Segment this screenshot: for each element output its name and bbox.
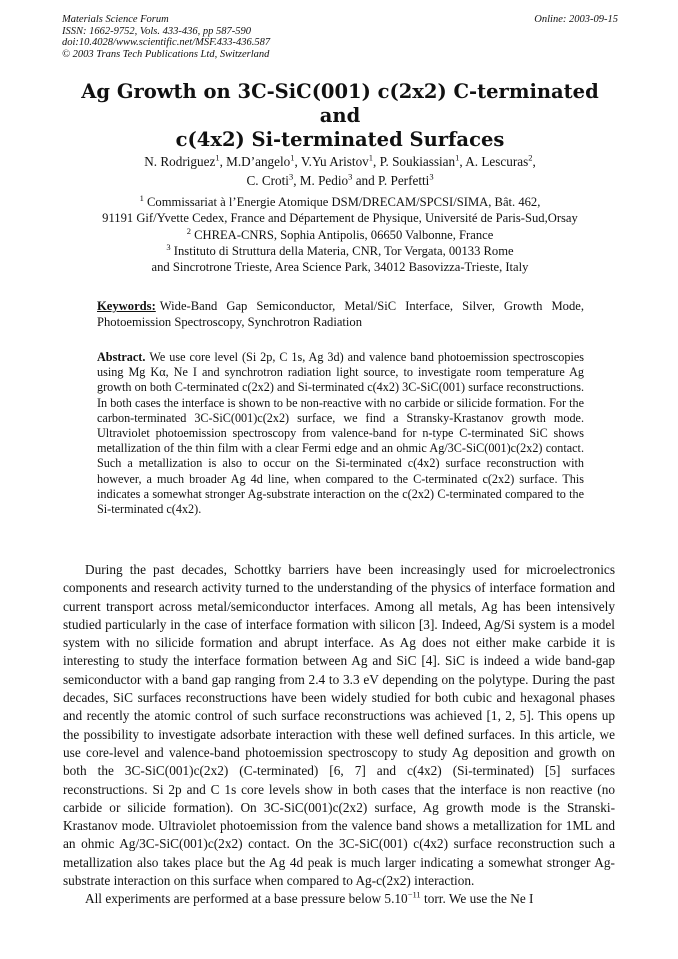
- keywords-text: Wide-Band Gap Semiconductor, Metal/SiC Interface, Silver, Growth Mode, Photoemission Spectroscopy, Synchrotron Radiation: [97, 299, 584, 329]
- author-line-2: C. Croti$^3$, M. Pedio$^3$ and P. Perfetti$^3$: [246, 171, 434, 188]
- author-affiliation-mark: 1: [368, 152, 374, 163]
- author-name: M.D’angelo: [226, 154, 291, 169]
- journal-issn: ISSN: 1662-9752, Vols. 433-436, pp 587-590: [62, 25, 251, 37]
- keywords-label: Keywords:: [97, 299, 156, 313]
- abstract-label: Abstract.: [97, 350, 146, 364]
- author-list: [60, 152, 620, 190]
- author-affiliation-mark: 3: [348, 171, 353, 182]
- affiliation-mark: 2: [186, 225, 191, 236]
- affiliation-line: $^1$ Commissariat à l’Energie Atomique DSM/DRECAM/SPCSI/SIMA, Bât. 462,: [139, 192, 541, 209]
- title-line-1: Ag Growth on 3C-SiC(001) c(2x2) C-terminated and: [81, 80, 599, 127]
- affiliations: [60, 194, 620, 275]
- author-name: A. Lescuras: [465, 154, 529, 169]
- author-name: M. Pedio: [299, 173, 349, 188]
- abstract-text: We use core level (Si 2p, C 1s, Ag 3d) and valence band photoemission spectroscopies using Mg Kα, Ne I and synchrotron radiation light source, to investigate room temperature Ag growth on both C-terminated c(2x2) and Si-terminated c(4x2) 3C-SiC(001) surface reconstructions. In both cases the interface is shown to be non-reactive with no carbide or silicide formation. For the carbon-terminated 3C-SiC(001)c(2x2) surface, we find a Stransky-Krastanov growth mode. Ultraviolet photoemission spectroscopy from valence-band for n-type C-terminated SiC shows metallization of the thin film with a clear Fermi edge and an ohmic Ag/3C-SiC(001)c(2x2) contact. Such a metallization is also to occur on the Si-terminated c(4x2) surface reconstruction with however, a much broader Ag 4d line, when compared to the C-terminated c(2x2) surface. This indicates a somewhat stronger Ag-substrate interaction on the c(2x2) C-terminated compared to the Si-terminated c(4x2).: [97, 350, 584, 517]
- journal-doi[interactable]: doi:10.4028/www.scientific.net/MSF.433-436.587: [62, 37, 271, 48]
- exponent: −11: [407, 889, 421, 900]
- author-line-1: N. Rodriguez$^1$, M.D’angelo$^1$, V.Yu Aristov$^1$, P. Soukiassian$^1$, A. Lescuras$^2$,: [144, 152, 536, 169]
- affiliation-mark: 1: [139, 192, 144, 203]
- affiliation-line: 91191 Gif/Yvette Cedex, France and Département de Physique, Université de Paris-Sud,Orsay: [102, 211, 578, 226]
- author-name: V.Yu Aristov: [300, 154, 369, 169]
- title-line-2: c(4x2) Si-terminated Surfaces: [175, 128, 505, 151]
- author-name: P. Perfetti: [378, 173, 430, 188]
- body-paragraph: During the past decades, Schottky barriers have been increasingly used for microelectronics components and research activity turned to the understanding of the physics of interface formation and current transport across metal/semiconductor interfaces. Among all metals, Ag has been intensively studied particularly in the case of interface formation with silicon [3]. Indeed, Ag/Si system is a model system with no silicide formation and abrupt interface. As Ag does not either make carbide it is interesting to study the interface formation between Ag and SiC [4]. SiC is indeed a wide band-gap semiconductor with a band gap ranging from 2.4 to 3.3 eV depending on the polytype. During the past decades, SiC surfaces reconstructions have been widely studied for both cubic and hexagonal phases and recently the atomic control of such surface reconstructions was achieved [1, 2, 5]. This opens up the possibility to investigate adsorbate interaction with these well defined surfaces. In this article, we use core-level and valence-band photoemission spectroscopy to study Ag deposition and growth on both the 3C-SiC(001)c(2x2) (C-terminated) [6, 7] and c(4x2) (Si-terminated) [5] surfaces reconstructions. Si 2p and C 1s core levels show in both cases that the interface is non reactive (no carbide or silicide formation). On 3C-SiC(001)c(2x2) surface, Ag growth mode is the Stranski-Krastanov mode. Ultraviolet photoemission from the valence band shows a metallization for 1ML and an ohmic Ag/3C-SiC(001)c(2x2) contact. On the 3C-SiC(001) c(4x2) surface reconstruction such a metallization also takes place but the Ag 4d peak is much larger indicating a somewhat stronger Ag-substrate interaction on this surface when compared to Ag-c(2x2) interaction.: [63, 562, 615, 889]
- paper-title: [60, 80, 620, 152]
- author-affiliation-mark: 1: [215, 152, 220, 163]
- journal-name: Materials Science Forum: [62, 14, 169, 25]
- body-text: [63, 561, 615, 909]
- author-affiliation-mark: 3: [429, 171, 434, 182]
- journal-copyright: © 2003 Trans Tech Publications Ltd, Switzerland: [62, 48, 270, 60]
- abstract-block: [97, 350, 584, 517]
- author-affiliation-mark: 3: [288, 171, 294, 182]
- author-affiliation-mark: 1: [290, 152, 295, 163]
- journal-header: [62, 14, 618, 60]
- affiliation-line: $^2$ CHREA-CNRS, Sophia Antipolis, 06650 Valbonne, France: [186, 225, 494, 242]
- author-affiliation-mark: 1: [455, 152, 460, 163]
- online-date: Online: 2003-09-15: [534, 14, 618, 25]
- affiliation-line: $^3$ Instituto di Struttura della Materia, CNR, Tor Vergata, 00133 Rome: [166, 241, 514, 258]
- keywords-block: [97, 298, 584, 330]
- affiliation-mark: 3: [166, 241, 171, 252]
- author-name: C. Croti: [246, 173, 289, 188]
- author-name: N. Rodriguez: [144, 154, 216, 169]
- author-name: P. Soukiassian: [379, 154, 456, 169]
- body-paragraph: All experiments are performed at a base pressure below $5.10^{-11}$ torr. We use the Ne I: [85, 889, 534, 907]
- affiliation-line: and Sincrotrone Trieste, Area Science Park, 34012 Basovizza-Trieste, Italy: [151, 260, 529, 275]
- author-affiliation-mark: 2: [528, 152, 533, 163]
